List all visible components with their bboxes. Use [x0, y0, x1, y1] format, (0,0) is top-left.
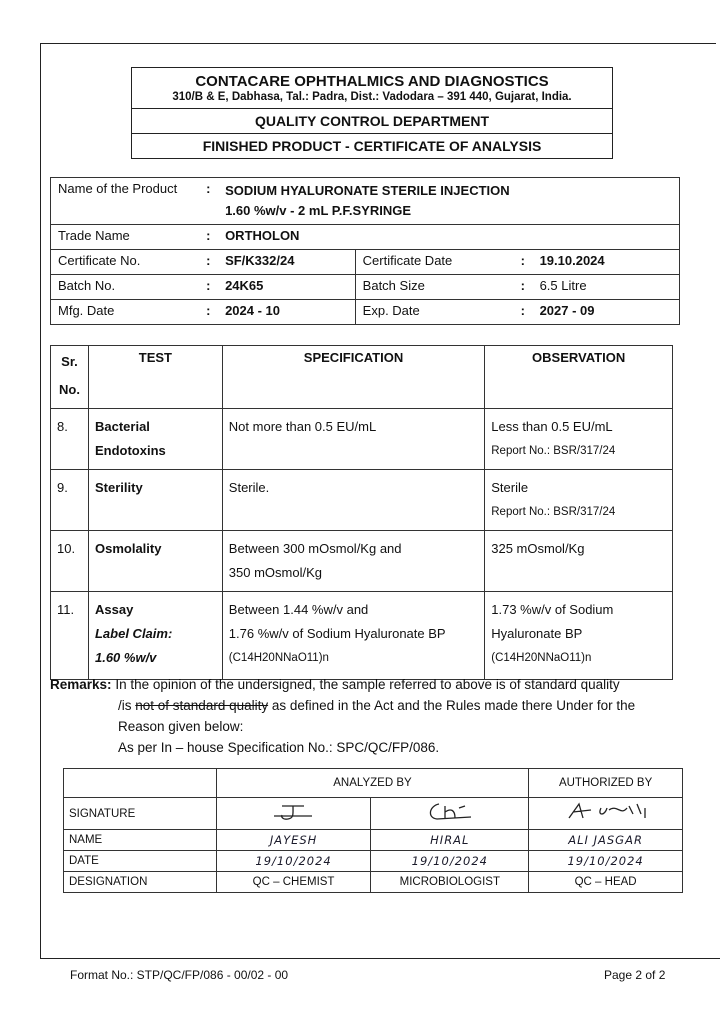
specification: Not more than 0.5 EU/mL	[222, 409, 484, 470]
name-label: NAME	[64, 830, 217, 851]
date-row	[64, 851, 683, 872]
remarks-line2	[50, 695, 680, 716]
col-sr-line2: No.	[59, 382, 80, 397]
signature-header-row	[64, 769, 683, 798]
specification: Sterile.	[222, 470, 484, 531]
col-test: TEST	[88, 346, 222, 409]
sr-no: 8.	[51, 409, 89, 470]
colon: :	[204, 178, 218, 225]
trade-name-label: Trade Name	[51, 225, 205, 250]
trade-name-row	[51, 225, 680, 250]
table-row	[51, 531, 673, 592]
remarks-text: In the opinion of the undersigned, the sample referred to above is of standard quality	[115, 677, 620, 692]
specification-line1: Between 1.44 %w/v and	[228, 602, 369, 617]
observation	[485, 409, 673, 470]
remarks-suffix: as defined in the Act and the Rules made there Under for the	[268, 698, 636, 713]
product-name-line1: SODIUM HYALURONATE STERILE INJECTION	[225, 183, 510, 198]
product-info-table	[50, 177, 680, 325]
cert-no-value: SF/K332/24	[218, 250, 355, 275]
chemist-signature	[216, 798, 371, 830]
batch-size-label: Batch Size	[355, 275, 519, 300]
colon: :	[204, 250, 218, 275]
department-title: QUALITY CONTROL DEPARTMENT	[132, 109, 612, 134]
test-name	[88, 409, 222, 470]
micro-name: HIRAL	[371, 830, 529, 851]
report-number: Report No.: BSR/317/24	[491, 445, 616, 457]
product-name-label: Name of the Product	[51, 178, 205, 225]
footer-divider	[40, 958, 720, 959]
handwritten-signature-icon	[264, 800, 324, 824]
cert-no-label: Certificate No.	[51, 250, 205, 275]
signature-table	[63, 768, 683, 893]
date-label: DATE	[64, 851, 217, 872]
batch-no-label: Batch No.	[51, 275, 205, 300]
authorized-by-header: AUTHORIZED BY	[529, 769, 683, 798]
col-specification: SPECIFICATION	[222, 346, 484, 409]
dates-row	[51, 300, 680, 325]
col-sr	[51, 346, 89, 409]
col-sr-line1: Sr.	[61, 354, 78, 369]
trade-name-value: ORTHOLON	[218, 225, 679, 250]
signature-row	[64, 798, 683, 830]
product-name-row	[51, 178, 680, 225]
observation: 325 mOsmol/Kg	[485, 531, 673, 592]
mfg-date-label: Mfg. Date	[51, 300, 205, 325]
designation-label: DESIGNATION	[64, 872, 217, 893]
specification-line1: Between 300 mOsmol/Kg and	[228, 541, 402, 556]
cert-date-label: Certificate Date	[355, 250, 519, 275]
chemist-designation: QC – CHEMIST	[216, 872, 371, 893]
head-signature	[529, 798, 683, 830]
colon: :	[519, 250, 533, 275]
specification-line2: 1.76 %w/v of Sodium Hyaluronate BP	[228, 626, 446, 641]
batch-size-value: 6.5 Litre	[533, 275, 680, 300]
observation-line2: Hyaluronate BP	[491, 626, 583, 641]
document-title: FINISHED PRODUCT - CERTIFICATE OF ANALYSIS	[202, 138, 542, 154]
report-number: Report No.: BSR/317/24	[491, 506, 616, 518]
analyzed-by-header: ANALYZED BY	[216, 769, 529, 798]
test-results-table	[50, 345, 673, 680]
specification	[222, 592, 484, 680]
micro-date: 19/10/2024	[371, 851, 529, 872]
observation-line1: Sterile	[491, 480, 529, 495]
designation-row	[64, 872, 683, 893]
observation-line1: 1.73 %w/v of Sodium	[491, 602, 614, 617]
colon: :	[519, 300, 533, 325]
table-header-row	[51, 346, 673, 409]
blank-cell	[64, 769, 217, 798]
head-name: ALI JASGAR	[529, 830, 683, 851]
head-date: 19/10/2024	[529, 851, 683, 872]
cert-date-value: 19.10.2024	[533, 250, 680, 275]
company-block	[132, 68, 612, 109]
name-row	[64, 830, 683, 851]
test-name-line1: Bacterial	[94, 419, 150, 434]
page-number: Page 2 of 2	[604, 968, 666, 982]
observation	[485, 592, 673, 680]
label-claim-label: Label Claim:	[94, 626, 173, 641]
format-number: Format No.: STP/QC/FP/086 - 00/02 - 00	[70, 968, 289, 982]
mfg-date-value: 2024 - 10	[218, 300, 355, 325]
remarks-line4: As per In – house Specification No.: SPC/QC/FP/086.	[118, 740, 440, 755]
colon: :	[204, 225, 218, 250]
company-address: 310/B & E, Dabhasa, Tal.: Padra, Dist.: Vadodara – 391 440, Gujarat, India.	[172, 91, 572, 103]
remarks-section	[50, 674, 680, 758]
certificate-row	[51, 250, 680, 275]
handwritten-signature-icon	[415, 800, 485, 824]
chemist-date: 19/10/2024	[216, 851, 371, 872]
specification	[222, 531, 484, 592]
test-name: Osmolality	[88, 531, 222, 592]
document-header	[131, 67, 613, 159]
exp-date-label: Exp. Date	[355, 300, 519, 325]
product-name-line2: 1.60 %w/v - 2 mL P.F.SYRINGE	[225, 203, 411, 218]
colon: :	[204, 300, 218, 325]
company-name: CONTACARE OPHTHALMICS AND DIAGNOSTICS	[195, 73, 549, 90]
micro-designation: MICROBIOLOGIST	[371, 872, 529, 893]
remarks-label: Remarks:	[50, 677, 112, 692]
table-row	[51, 592, 673, 680]
batch-no-value: 24K65	[218, 275, 355, 300]
colon: :	[204, 275, 218, 300]
test-name-line1: Assay	[94, 602, 134, 617]
test-name: Sterility	[88, 470, 222, 531]
struck-text: not of standard quality	[135, 698, 269, 713]
product-name-value	[218, 178, 679, 225]
test-name-line2: Endotoxins	[94, 443, 166, 458]
observation-line1: Less than 0.5 EU/mL	[491, 419, 613, 434]
sr-no: 9.	[51, 470, 89, 531]
remarks-line3: Reason given below:	[118, 719, 244, 734]
remarks-line1	[50, 674, 680, 695]
label-claim-value: 1.60 %w/v	[94, 650, 157, 665]
handwritten-signature-icon	[561, 800, 651, 824]
colon: :	[519, 275, 533, 300]
test-name	[88, 592, 222, 680]
remarks-prefix: /is	[118, 698, 136, 713]
table-row	[51, 409, 673, 470]
observation	[485, 470, 673, 531]
specification-line2: 350 mOsmol/Kg	[228, 565, 322, 580]
table-row	[51, 470, 673, 531]
sr-no: 10.	[51, 531, 89, 592]
col-observation: OBSERVATION	[485, 346, 673, 409]
signature-label: SIGNATURE	[64, 798, 217, 830]
micro-signature	[371, 798, 529, 830]
exp-date-value: 2027 - 09	[533, 300, 680, 325]
batch-row	[51, 275, 680, 300]
chemical-formula: (C14H20NNaO11)n	[228, 652, 329, 664]
head-designation: QC – HEAD	[529, 872, 683, 893]
chemical-formula: (C14H20NNaO11)n	[491, 652, 592, 664]
sr-no: 11.	[51, 592, 89, 680]
chemist-name: JAYESH	[216, 830, 371, 851]
